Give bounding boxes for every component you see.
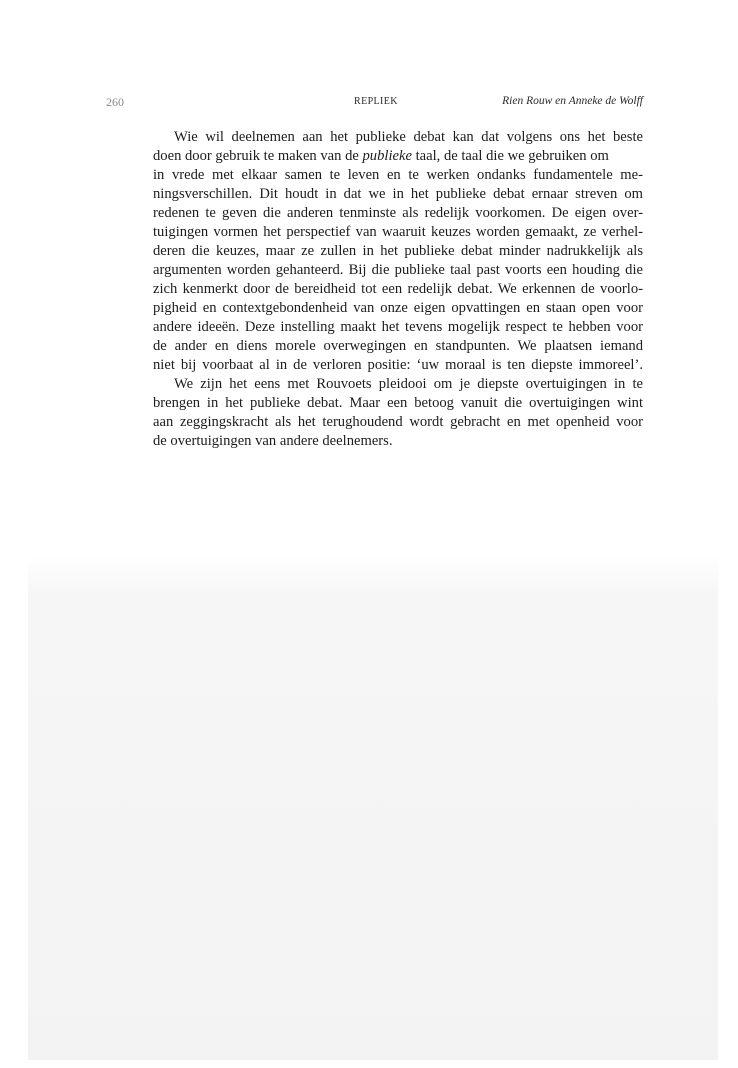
body-text (153, 128, 643, 451)
running-title: REPLIEK (354, 96, 398, 107)
text-line: ningsverschillen. Dit houdt in dat we in het publieke debat ernaar streven om (153, 186, 643, 202)
running-authors: Rien Rouw en Anneke de Wolff (502, 95, 643, 107)
text-line: tuigingen vormen het perspectief van waaruit keuzes worden gemaakt, ze verhel- (153, 224, 643, 240)
text-line: in vrede met elkaar samen te leven en te werken ondanks fundamentele me- (153, 167, 643, 183)
emphasis: publieke (362, 148, 412, 164)
text-line: argumenten worden gehanteerd. Bij die publieke taal past voorts een houding die (153, 262, 643, 278)
text-line: brengen in het publieke debat. Maar een betoog vanuit die overtuigingen wint (153, 395, 643, 411)
text-line: de ander en diens morele overwegingen en standpunten. We plaatsen iemand (153, 338, 643, 354)
text-line: aan zeggingskracht als het terughoudend wordt gebracht en met openheid voor (153, 414, 643, 430)
text-line: We zijn het eens met Rouvoets pleidooi om je diepste overtuigingen in te (174, 376, 643, 392)
text-line: niet bij voorbaat al in de verloren positie: ‘uw moraal is ten diepste immoreel’. (153, 357, 643, 373)
text-line: andere ideeën. Deze instelling maakt het tevens mogelijk respect te hebben voor (153, 319, 643, 335)
paragraph-2 (153, 375, 643, 451)
text-line: redenen te geven die anderen tenminste als redelijk voorkomen. De eigen over- (153, 205, 643, 221)
page-header (0, 95, 738, 111)
text-line: doen door gebruik te maken van de publieke taal, de taal die we gebruiken om (153, 148, 609, 164)
page-number: 260 (106, 95, 124, 109)
text-line: pigheid en contextgebondenheid van onze eigen opvattingen en staan open voor (153, 300, 643, 316)
paragraph-1 (153, 128, 643, 375)
text-line: de overtuigingen van andere deelnemers. (153, 433, 393, 449)
scan-shadow (28, 555, 718, 1060)
text-line: Wie wil deelnemen aan het publieke debat kan dat volgens ons het beste (174, 129, 643, 145)
text-line: zich kenmerkt door de bereidheid tot een redelijk debat. We erkennen de voorlo- (153, 281, 643, 297)
text-line: deren die keuzes, maar ze zullen in het publieke debat minder nadrukkelijk als (153, 243, 643, 259)
